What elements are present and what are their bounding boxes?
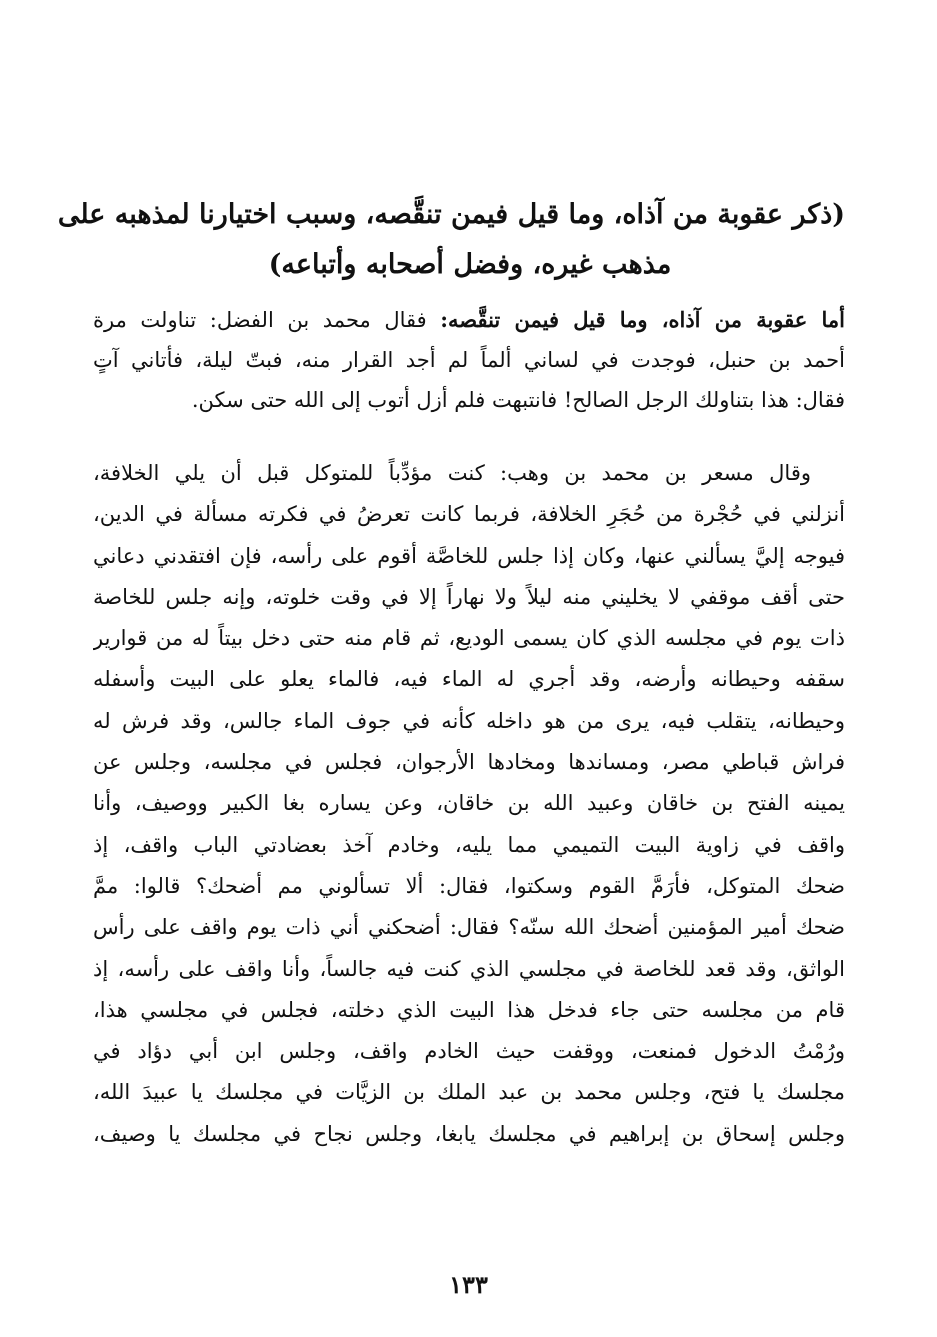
paragraph-2-line: حتى أقف موقفي لا يخليني منه ليلاً ولا نهاراً إلا في وقت خلوته، وإنه جلس للخاصة [93, 584, 845, 609]
paragraph-2-line: وجلس إسحاق بن إبراهيم في مجلسك يابغا، وجلس نجاح في مجلسك يا وصيف، [93, 1121, 845, 1146]
heading-line-1: (ذكر عقوبة من آذاه، وما قيل فيمن تنقَّصه، وسبب اختيارنا لمذهبه على [57, 199, 845, 230]
paragraph-2-line: أنزلني في حُجْرة من حُجَرِ الخلافة، فربما كانت تعرضُ في فكرته مسألة في الدين، [93, 502, 845, 527]
paragraph-2-line: وقال مسعر بن محمد بن وهب: كنت مؤدِّباً للمتوكل قبل أن يلي الخلافة، [93, 461, 811, 485]
paragraph-1-line-1-rest: فقال محمد بن الفضل: تناولت مرة [93, 308, 441, 332]
paragraph-2-line: مجلسك يا فتح، وجلس محمد بن عبد الملك بن الزيَّات في مجلسك يا عبيدَ الله، [93, 1080, 845, 1105]
paragraph-2-line: واقف في زاوية البيت التميمي مما يليه، وخادم آخذ بعضادتي الباب واقف، إذ [93, 832, 845, 857]
paragraph-2-line: يمينه الفتح بن خاقان وعبيد الله بن خاقان، وعن يساره بغا الكبير ووصيف، وأنا [93, 791, 845, 816]
paragraph-2-line: ضحك المتوكل، فأرَمَّ القوم وسكتوا، فقال: ألا تسألوني مم أضحك؟ قالوا: ممَّ [93, 873, 845, 898]
paragraph-1 [93, 300, 845, 420]
page-number: ١٣٣ [449, 1270, 488, 1299]
paragraph-2-line: ضحك أمير المؤمنين أضحك الله سنّه؟ فقال: أضحكني أني ذات يوم واقف على رأس [93, 915, 845, 940]
paragraph-2 [93, 453, 845, 1155]
paragraph-2-line: ورُمْتُ الدخول فمنعت، ووقفت حيث الخادم واقف، وجلس ابن أبي دؤاد في [93, 1039, 845, 1064]
paragraph-2-line: قام من مجلسه حتى جاء فدخل هذا البيت الذي دخلته، فجلس في مجلسي هذا، [93, 997, 845, 1022]
paragraph-1-lead: أما عقوبة من آذاه، وما قيل فيمن تنقَّصه: [440, 307, 845, 332]
heading-line-2: مذهب غيره، وفضل أصحابه وأتباعه) [268, 249, 672, 280]
paragraph-2-line: فيوجه إليَّ يسألني عنها، وكان إذا جلس للخاصَّة أقوم على رأسه، فإن افتقدني دعاني [93, 543, 845, 568]
paragraph-2-line: الواثق، وقد قعد للخاصة في مجلسي الذي كنت فيه جالساً، وأنا واقف على رأسه، إذ [93, 956, 845, 981]
paragraph-2-line: سقفه وحيطانه وأرضه، وقد أجري له الماء فيه، فالماء يعلو على البيت وأسفله [93, 667, 845, 692]
paragraph-1-line-3: فقال: هذا بتناولك الرجل الصالح! فانتبهت فلم أزل أتوب إلى الله حتى سكن. [191, 388, 845, 412]
paragraph-1-line-2: أحمد بن حنبل، فوجدت في لساني ألماً لم أجد القرار منه، فبتّ ليلة، فأتاني آتٍ [93, 348, 845, 372]
paragraph-2-line: فراش قباطي مصر، ومساندها ومخادها الأرجوان، فجلس في مجلسه، وجلس عن [93, 750, 845, 775]
paragraph-1-line-1 [93, 300, 845, 340]
paragraph-2-line: ذات يوم في مجلسه الذي كان يسمى الوديع، ثم قام منه حتى دخل بيتاً له من قوارير [93, 626, 845, 651]
chapter-heading [57, 190, 845, 290]
paragraph-2-line: وحيطانه، يتقلب فيه، يرى من هو داخله كأنه في جوف الماء جالس، وقد فرش له [93, 708, 845, 733]
